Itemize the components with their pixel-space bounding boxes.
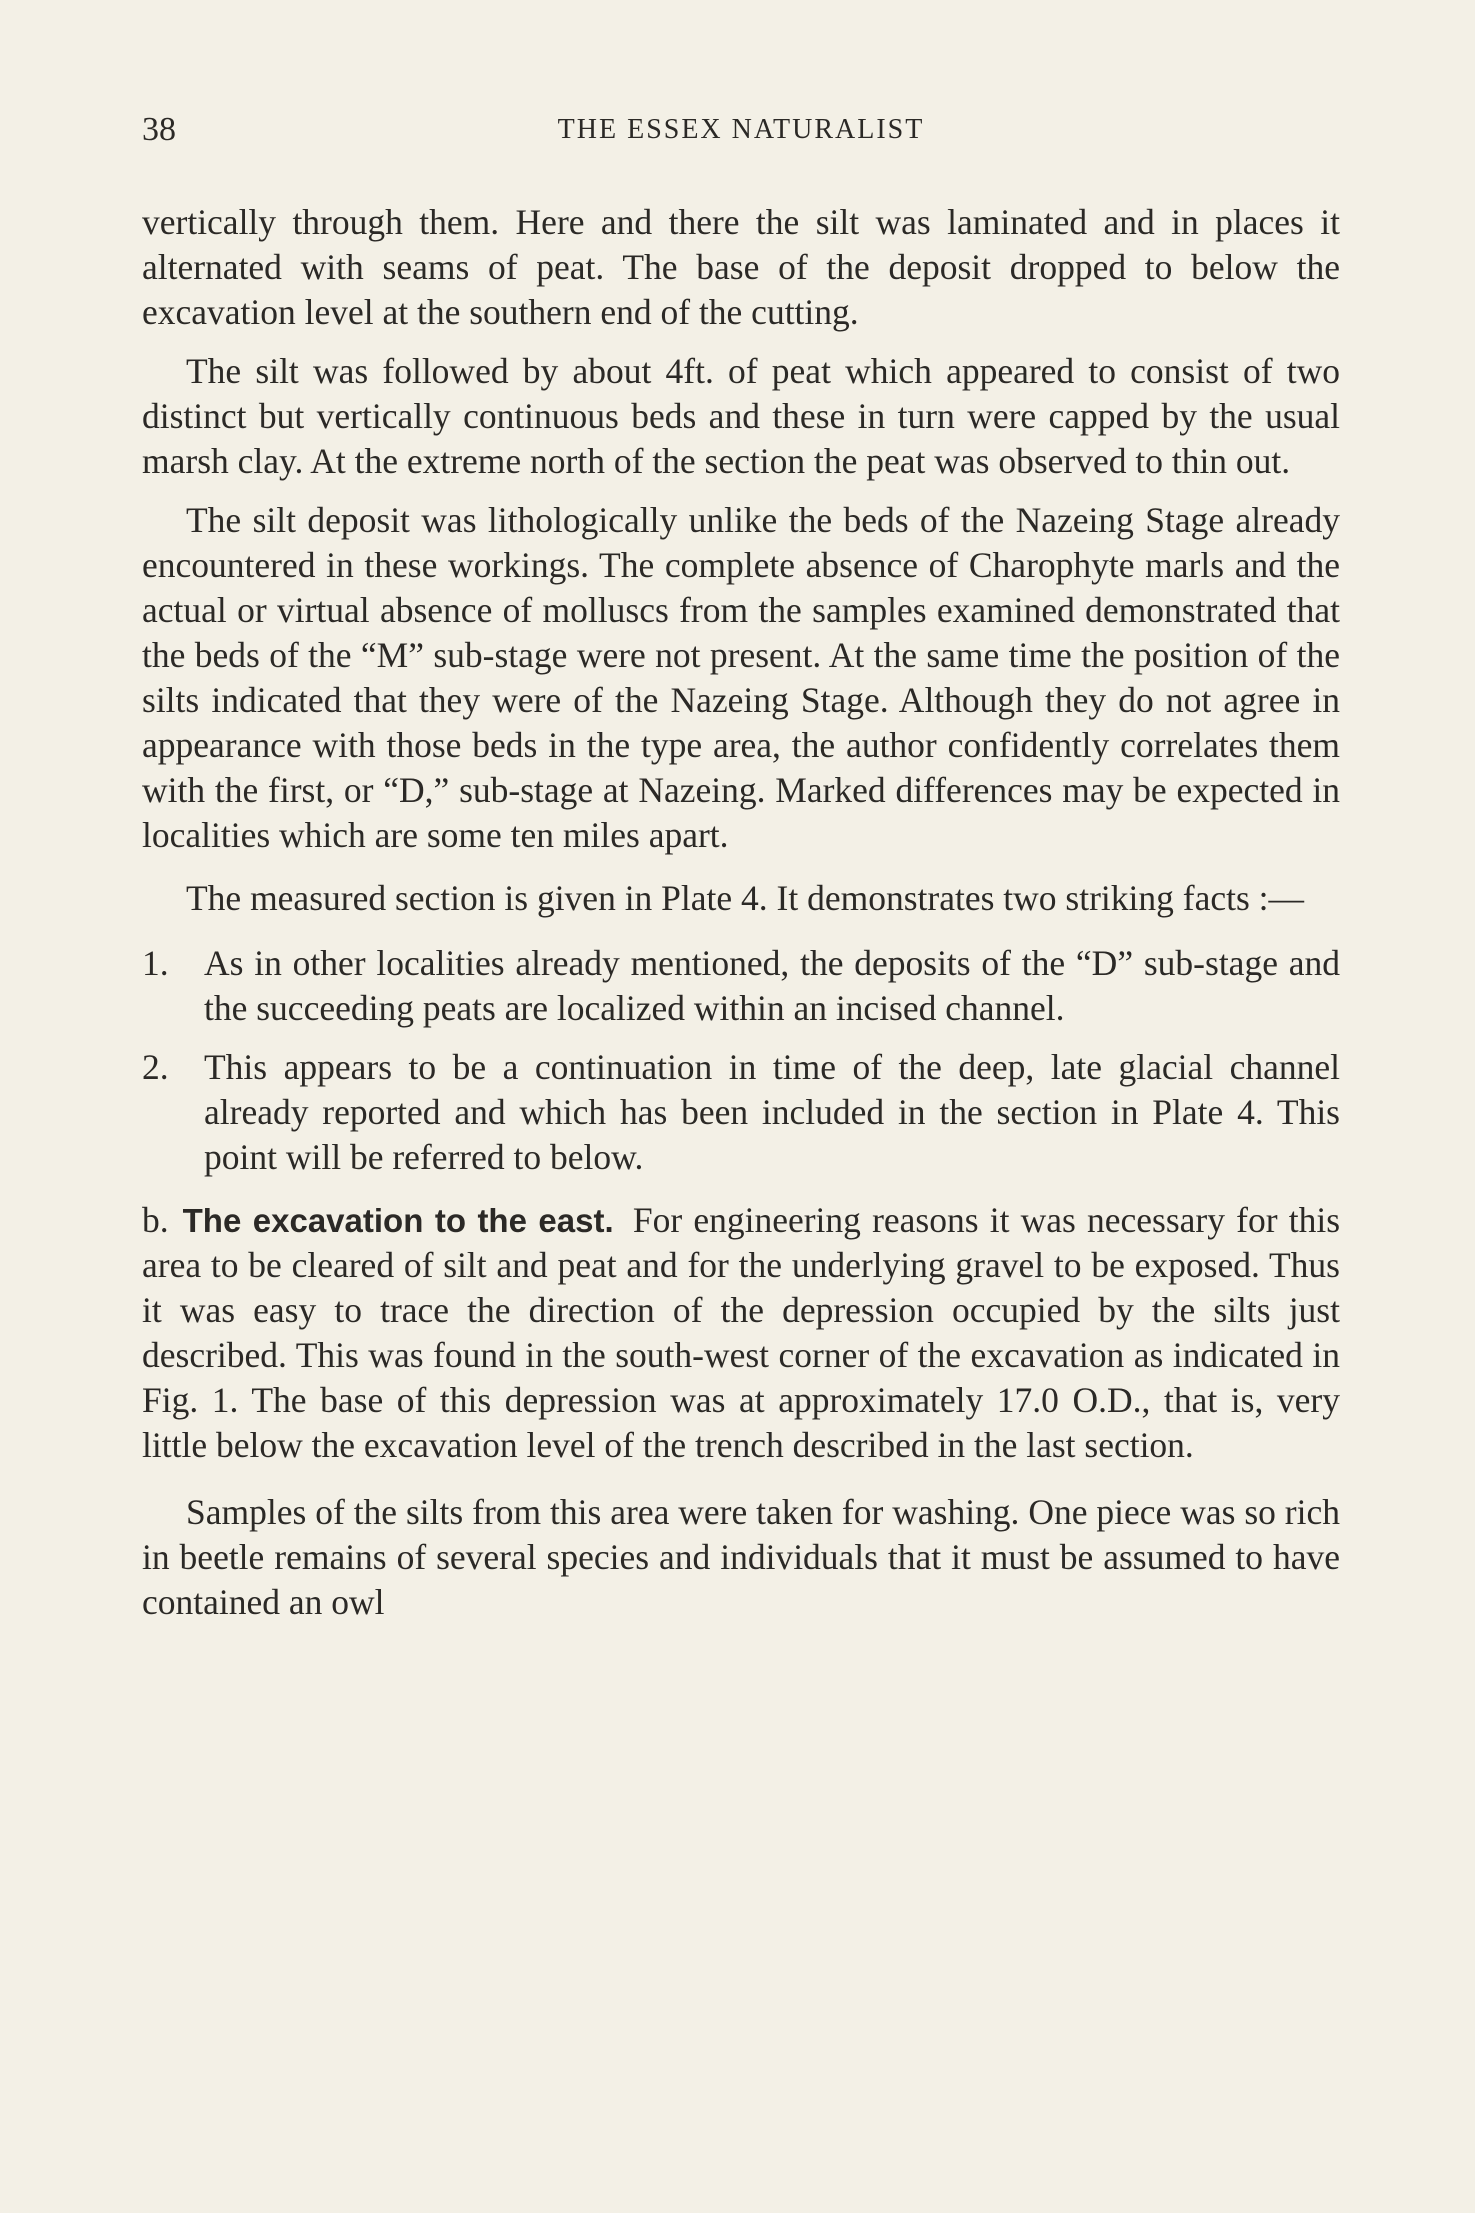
paragraph-measured-section: The measured section is given in Plate 4. It demonstrates two striking facts :— bbox=[186, 878, 1305, 918]
running-head: THE ESSEX NATURALIST bbox=[557, 114, 925, 145]
list-item-number: 1. bbox=[142, 943, 169, 983]
facts-list bbox=[142, 941, 1340, 1180]
list-item bbox=[142, 1045, 1340, 1180]
subsection-label: b. bbox=[142, 1200, 169, 1240]
paragraph-peat: The silt was followed by about 4ft. of peat which appeared to consist of two distinct but vertically continuous beds and these in turn were capped by the usual marsh clay. At the extreme north of the section the peat was observed to thin out. bbox=[142, 351, 1340, 481]
subsection-heading: The excavation to the east. bbox=[182, 1202, 614, 1239]
list-item-number: 2. bbox=[142, 1047, 169, 1087]
list-item-text: As in other localities already mentioned, the deposits of the “D” sub-stage and the succeeding peats are localized within an incised channel. bbox=[204, 943, 1340, 1028]
paragraph-continuation: vertically through them. Here and there the silt was laminated and in places it alternated with seams of peat. The base of the deposit dropped to below the excavation level at the southern end of the cutting. bbox=[142, 202, 1340, 332]
subsection-paragraph bbox=[142, 1198, 1340, 1468]
subsection-text: For engineering reasons it was necessary for this area to be cleared of silt and peat and for the underlying gravel to be exposed. Thus it was easy to trace the direction of the depression occupied by the silts just described. This was found in the south-west corner of the excavation as indicated in Fig. 1. The base of this depression was at approximately 17.0 O.D., that is, very little below the excavation level of the trench described in the last section. bbox=[142, 1200, 1341, 1465]
page-header bbox=[142, 108, 1340, 152]
page-body bbox=[142, 200, 1340, 1625]
paragraph-samples: Samples of the silts from this area were taken for washing. One piece was so rich in beetle remains of several species and individuals that it must be assumed to have contained an owl bbox=[142, 1492, 1340, 1622]
list-item bbox=[142, 941, 1340, 1031]
list-item-text: This appears to be a continuation in time of the deep, late glacial channel already reported and which has been included in the section in Plate 4. This point will be referred to below. bbox=[204, 1047, 1340, 1177]
paragraph-silt-deposit: The silt deposit was lithologically unlike the beds of the Nazeing Stage already encountered in these workings. The complete absence of Charophyte marls and the actual or virtual absence of molluscs from the samples examined demonstrated that the beds of the “M” sub-stage were not present. At the same time the position of the silts indicated that they were of the Nazeing Stage. Although they do not agree in appearance with those beds in the type area, the author confidently correlates them with the first, or “D,” sub-stage at Nazeing. Marked differences may be expected in localities which are some ten miles apart. bbox=[142, 500, 1340, 855]
page-number: 38 bbox=[142, 111, 176, 148]
